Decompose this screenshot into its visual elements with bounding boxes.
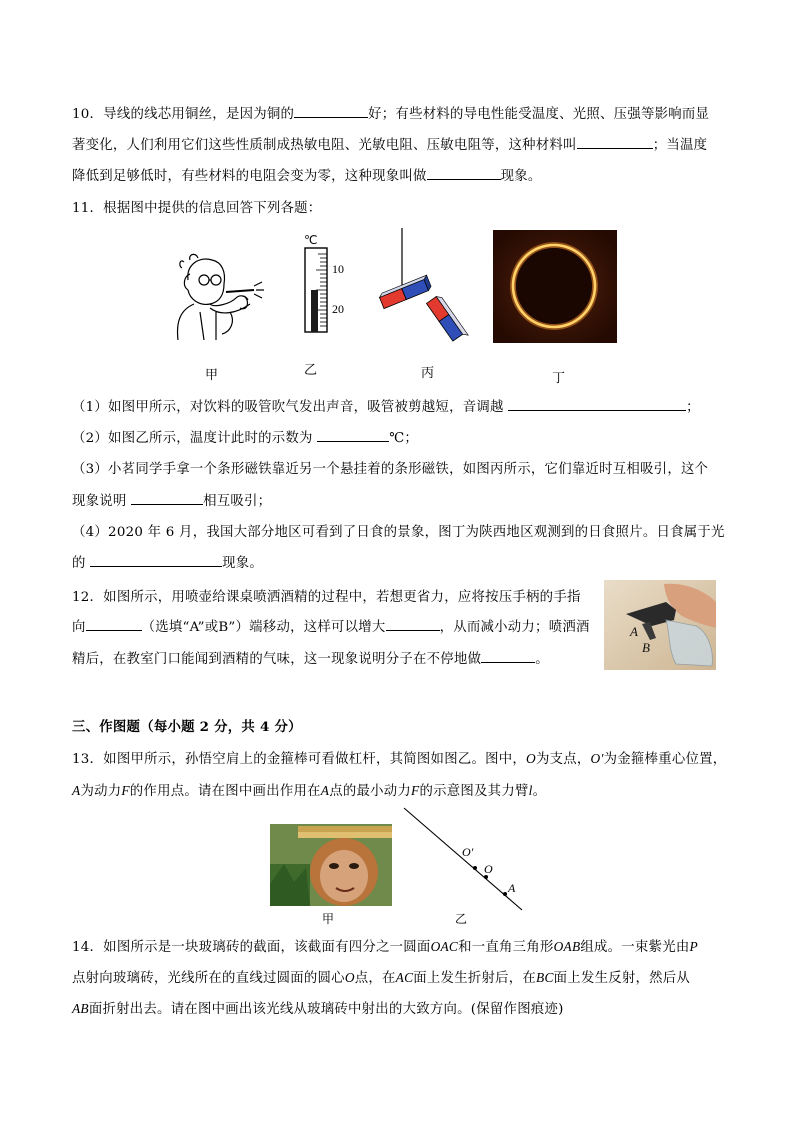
figure-caption-yi-q13: 乙 (455, 912, 468, 926)
answer-blank[interactable] (131, 492, 203, 505)
figure-caption-ding: 丁 (552, 371, 566, 386)
figure-caption-yi: 乙 (304, 363, 318, 378)
spray-label-b: B (642, 640, 650, 655)
q11-part-4-line-1: （4）2020 年 6 月，我国大部分地区可看到了日食的景象，图丁为陕西地区观测到的日食照片。日食属于光 (72, 525, 725, 540)
q10-line-2: 著变化，人们利用它们这些性质制成热敏电阻、光敏电阻、压敏电阻等，这种材料叫 ；当温度 (72, 138, 708, 153)
thermometer-liquid-column (311, 290, 318, 332)
figure-caption-jia: 甲 (205, 368, 219, 383)
q12-line-3: 精后，在教室门口能闻到酒精的气味，这一现象说明分子在不停地做 。 (72, 652, 549, 667)
figure-monkey-king-photo (270, 824, 392, 906)
answer-blank[interactable] (508, 398, 686, 411)
q11-part-1: （1）如图甲所示，对饮料的吸管吹气发出声音，吸管被剪越短，音调越 ； (72, 400, 700, 415)
label-o: O (484, 862, 493, 876)
q10-line-3: 降低到足够低时，有些材料的电阻会变为零，这种现象叫做 现象。 (72, 169, 542, 184)
answer-blank[interactable] (86, 618, 142, 631)
thermometer-tick-label-20: 20 (332, 302, 344, 316)
figure-jia-person-blowing-straw (170, 252, 268, 344)
spray-label-a: A (630, 624, 638, 639)
point-o-prime-dot (473, 866, 477, 870)
answer-blank[interactable] (427, 167, 501, 180)
q11-part-3-line-2: 现象说明 相互吸引； (72, 494, 272, 509)
q11-part-2: （2）如图乙所示，温度计此时的示数为 ℃； (72, 431, 419, 446)
label-o-prime: O′ (462, 845, 474, 859)
figure-lever-diagram (400, 806, 526, 912)
q12-line-1: 12．如图所示，用喷壶给课桌喷洒酒精的过程中，若想更省力，应将按压手柄的手指 (72, 590, 581, 605)
figure-caption-jia-q13: 甲 (322, 912, 335, 926)
q13-line-1: 13．如图甲所示，孙悟空肩上的金箍棒可看做杠杆，其简图如图乙。图中，O为支点，O′为金箍棒重心位置， (72, 751, 727, 767)
figure-yi-thermometer (300, 232, 360, 336)
answer-blank[interactable] (90, 554, 222, 567)
label-a: A (508, 881, 516, 895)
answer-blank[interactable] (577, 136, 653, 149)
q14-line-2: 点射向玻璃砖，光线所在的直线过圆面的圆心O点，在AC面上发生折射后，在BC面上发生反射，然后从 (72, 970, 691, 986)
q10-line-1: 10．导线的线芯用铜丝，是因为铜的 好；有些材料的导电性能受温度、光照、压强等影响而显 (72, 107, 710, 122)
q11-part-3-line-1: （3）小茗同学手拿一个条形磁铁靠近另一个悬挂着的条形磁铁，如图丙所示，它们靠近时互相吸引，这个 (72, 462, 709, 477)
thermometer-tick-label-10: 10 (332, 262, 344, 276)
q13-line-2: A为动力F的作用点。请在图中画出作用在A点的最小动力F的示意图及其力臂l。 (72, 783, 547, 799)
q11-stem: 11．根据图中提供的信息回答下列各题： (72, 201, 322, 216)
figure-bing-magnets (374, 226, 470, 344)
section-3-title: 三、作图题（每小题 2 分，共 4 分） (72, 719, 302, 735)
figure-caption-bing: 丙 (421, 366, 435, 381)
answer-blank[interactable] (386, 618, 440, 631)
q11-part-4-line-2: 的 现象。 (72, 556, 264, 571)
thermometer-unit: ℃ (304, 233, 318, 247)
answer-blank[interactable] (481, 650, 535, 663)
answer-blank[interactable] (294, 105, 368, 118)
handheld-bar-magnet (426, 294, 468, 344)
q12-line-2: 向 （选填“A”或B”）端移动，这样可以增大 ，从而减小动力；喷洒酒 (72, 620, 590, 635)
point-a-dot (503, 892, 507, 896)
answer-blank[interactable] (317, 429, 389, 442)
figure-ding-annular-eclipse-photo (493, 230, 617, 343)
q14-line-3: AB面折射出去。请在图中画出该光线从玻璃砖中射出的大致方向。(保留作图痕迹) (72, 1001, 564, 1017)
figure-spray-bottle-photo (604, 580, 716, 670)
hanging-bar-magnet (378, 275, 432, 308)
q14-line-1: 14．如图所示是一块玻璃砖的截面，该截面有四分之一圆面OAC和一直角三角形OAB组成。一束紫光由P (72, 939, 698, 955)
